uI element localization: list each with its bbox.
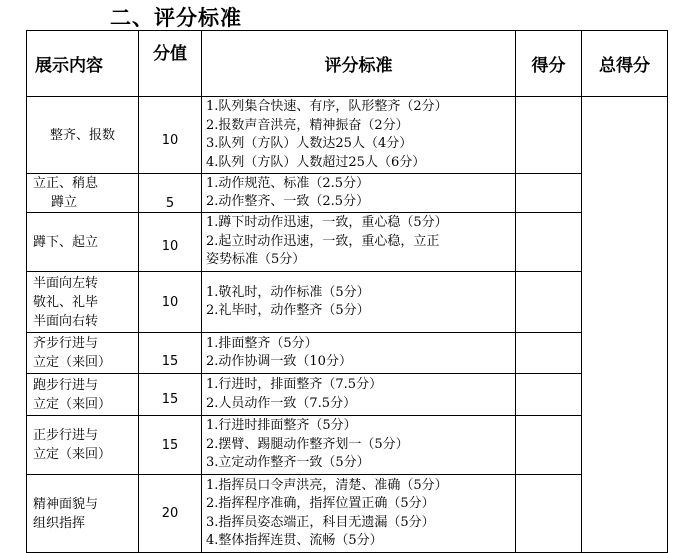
score-cell	[139, 416, 202, 475]
score-value: 15	[161, 353, 179, 369]
score-cell	[139, 97, 202, 174]
criteria-line: 4.整体指挥连贯、流畅（5分）	[206, 533, 383, 548]
got-cell	[516, 416, 582, 475]
item-line: 整齐、报数	[49, 127, 115, 143]
table-row	[27, 272, 668, 333]
criteria-cell	[202, 174, 516, 213]
score-value: 20	[161, 506, 179, 521]
table-row	[27, 416, 668, 475]
got-cell	[516, 333, 582, 374]
item-line: 组织指挥	[33, 515, 86, 531]
criteria-line: 1.行进时排面整齐（5分）	[206, 418, 357, 434]
item-line: 立定（来回）	[33, 396, 112, 412]
score-cell	[139, 213, 202, 272]
got-cell	[516, 272, 582, 333]
score-cell	[139, 374, 202, 416]
score-value: 15	[161, 437, 179, 453]
item-line: 正步行进与	[33, 428, 99, 443]
table-row	[27, 213, 668, 272]
section-heading: 二、评分标准	[110, 6, 242, 30]
criteria-line: 2.动作整齐、一致（2.5分）	[206, 194, 370, 209]
item-line: 齐步行进与	[33, 336, 99, 351]
table-row	[27, 97, 668, 174]
score-value: 10	[161, 294, 179, 310]
criteria-line: 姿势标准（5分）	[206, 252, 306, 268]
score-value: 10	[161, 132, 179, 148]
criteria-cell	[202, 374, 516, 416]
item-cell	[27, 475, 139, 553]
criteria-line: 2.起立时动作迅速，一致，重心稳，立正	[206, 233, 440, 249]
criteria-cell	[202, 475, 516, 553]
got-cell	[516, 213, 582, 272]
header-total: 总得分	[582, 31, 668, 97]
criteria-line: 2.动作协调一致（10分）	[206, 354, 352, 369]
criteria-line: 1.敬礼时，动作标准（5分）	[206, 284, 370, 300]
item-cell	[27, 174, 139, 213]
criteria-line: 1.排面整齐（5分）	[206, 335, 318, 351]
criteria-cell	[202, 333, 516, 374]
criteria-line: 2.礼毕时，动作整齐（5分）	[206, 303, 370, 318]
criteria-cell	[202, 97, 516, 174]
item-cell	[27, 272, 139, 333]
criteria-cell	[202, 213, 516, 272]
score-cell	[139, 272, 202, 333]
scoring-table	[26, 30, 668, 553]
item-line: 半面向左转	[33, 275, 99, 291]
criteria-line: 3.指挥员姿态端正，科目无遗漏（5分）	[206, 514, 435, 530]
got-cell	[516, 374, 582, 416]
item-line: 敬礼、礼毕	[33, 294, 99, 310]
criteria-line: 2.报数声音洪亮，精神振奋（2分）	[206, 117, 409, 133]
criteria-line: 1.行进时，排面整齐（7.5分）	[206, 377, 383, 392]
total-cell	[582, 97, 668, 553]
score-cell	[139, 333, 202, 374]
item-cell	[27, 416, 139, 475]
got-cell	[516, 174, 582, 213]
score-value: 10	[161, 238, 179, 254]
criteria-line: 2.人员动作一致（7.5分）	[206, 395, 357, 411]
table-row	[27, 374, 668, 416]
criteria-line: 3.立定动作整齐一致（5分）	[206, 455, 370, 471]
criteria-cell	[202, 272, 516, 333]
item-line: 半面向右转	[33, 313, 99, 329]
score-cell	[139, 475, 202, 553]
item-cell	[27, 213, 139, 272]
item-line: 立定（来回）	[33, 447, 112, 462]
item-line: 蹲立	[51, 195, 78, 210]
item-line: 跑步行进与	[33, 377, 99, 393]
table-header-row	[27, 31, 668, 97]
item-line: 立定（来回）	[33, 355, 112, 370]
header-score: 分值	[139, 31, 202, 97]
item-line: 蹲下、起立	[33, 234, 99, 250]
criteria-line: 3.队列（方队）人数达25人（4分）	[206, 136, 413, 151]
got-cell	[516, 475, 582, 553]
item-cell	[27, 374, 139, 416]
criteria-cell	[202, 416, 516, 475]
item-cell	[27, 97, 139, 174]
got-cell	[516, 97, 582, 174]
criteria-line: 1.指挥员口令声洪亮，清楚、准确（5分）	[206, 477, 448, 493]
item-cell	[27, 333, 139, 374]
criteria-line: 1.动作规范、标准（2.5分）	[206, 175, 370, 191]
score-value: 5	[165, 195, 175, 211]
header-item: 展示内容	[27, 31, 139, 97]
header-got: 得分	[516, 31, 582, 97]
table-row	[27, 333, 668, 374]
table-row	[27, 475, 668, 553]
header-criteria: 评分标准	[202, 31, 516, 97]
criteria-line: 2.摆臂、踢腿动作整齐划一（5分）	[206, 436, 409, 452]
table-row	[27, 174, 668, 213]
score-cell	[139, 174, 202, 213]
item-line: 立正、稍息	[33, 176, 99, 191]
score-value: 15	[161, 392, 179, 407]
criteria-line: 1.蹲下时动作迅速，一致，重心稳（5分）	[206, 215, 448, 231]
item-line: 精神面貌与	[33, 496, 99, 512]
criteria-line: 1.队列集合快速、有序，队形整齐（2分）	[206, 99, 448, 114]
criteria-line: 2.指挥程序准确，指挥位置正确（5分）	[206, 496, 435, 511]
criteria-line: 4.队列（方队）人数超过25人（6分）	[206, 154, 426, 170]
